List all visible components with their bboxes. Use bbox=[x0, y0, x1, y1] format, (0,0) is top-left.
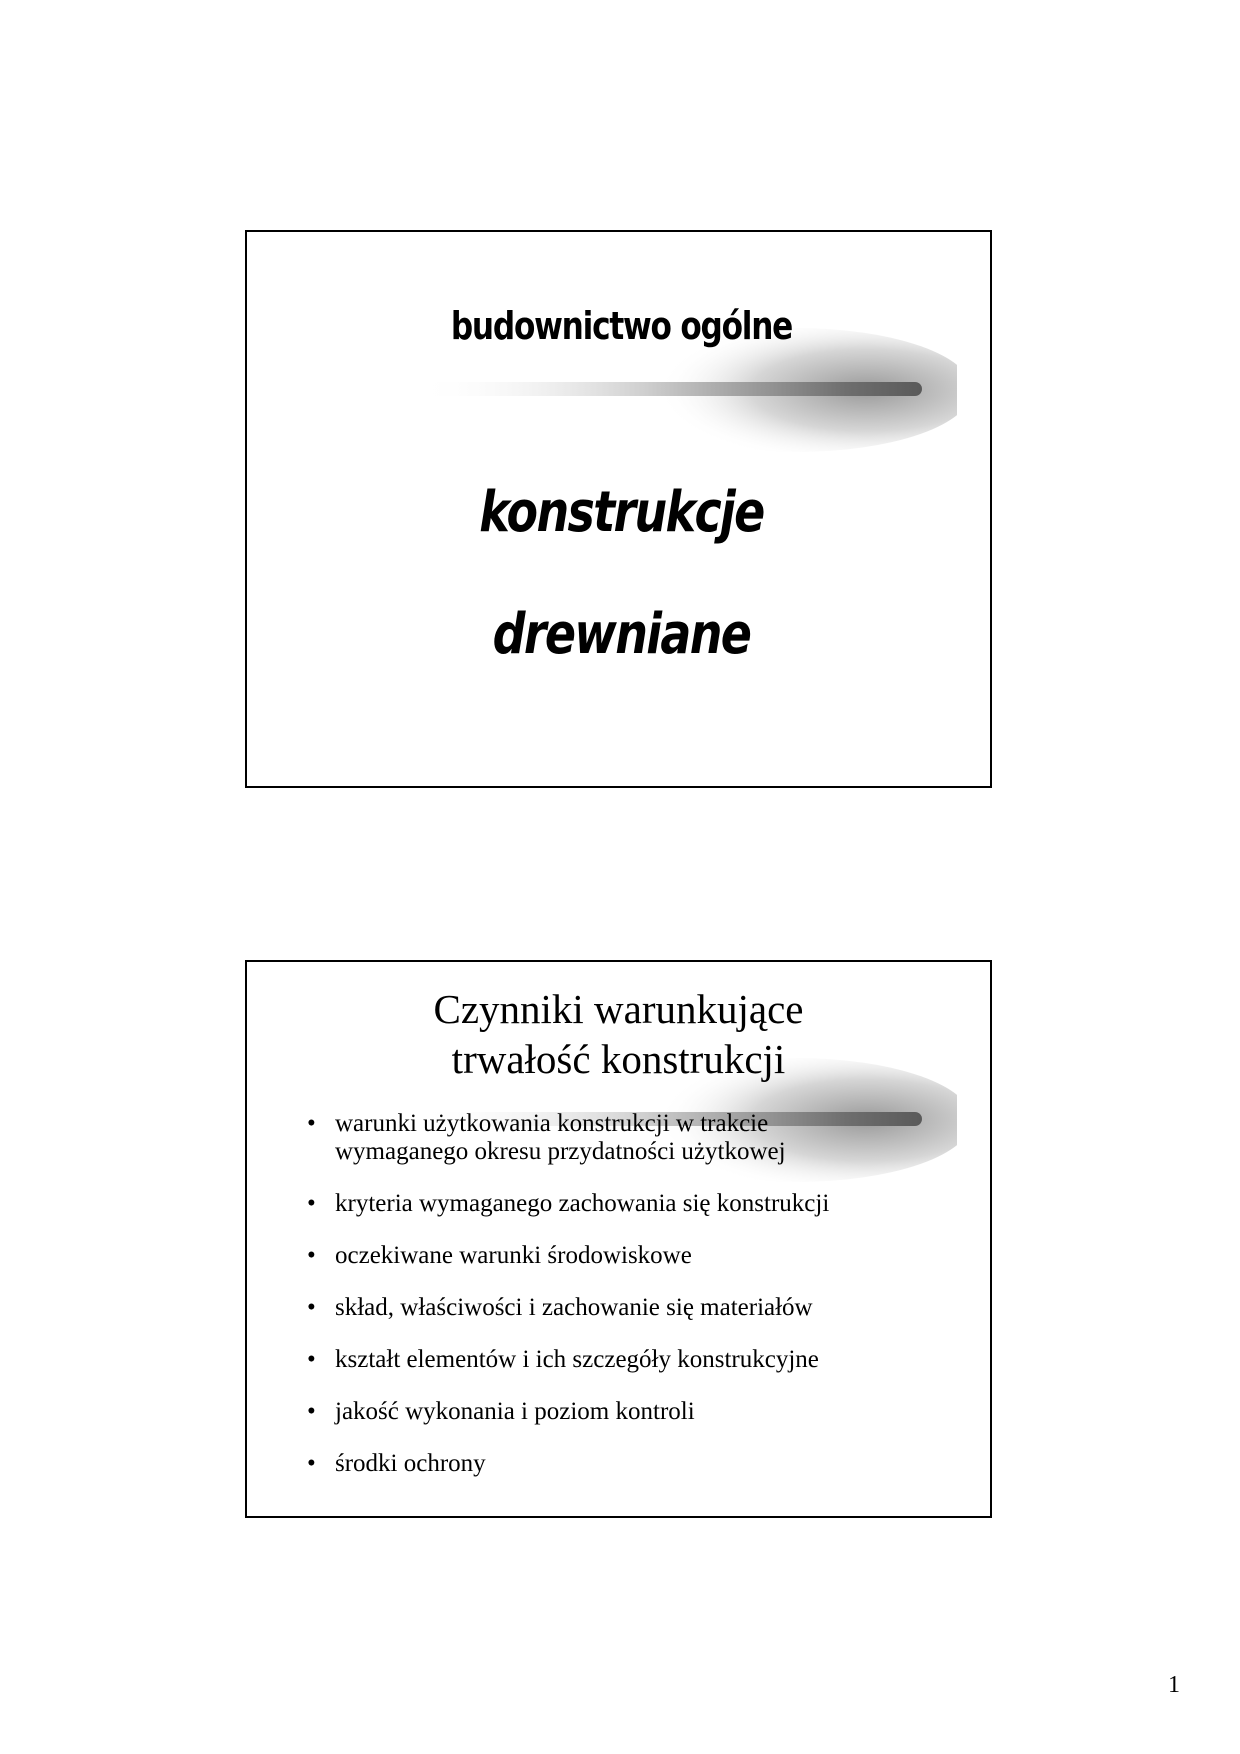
slide-title bbox=[245, 230, 992, 788]
bullet-text: jakość wykonania i poziom kontroli bbox=[335, 1398, 695, 1425]
bullet-dot: • bbox=[307, 1346, 316, 1373]
slide-heading-line: konstrukcje bbox=[479, 480, 764, 545]
slide-heading-line: drewniane bbox=[492, 602, 751, 667]
bullet-item bbox=[307, 1110, 927, 1166]
slide-course-title: budownictwo ogólne bbox=[450, 304, 793, 348]
bullet-dot: • bbox=[307, 1450, 316, 1477]
bullet-dot: • bbox=[307, 1294, 316, 1321]
bullet-item bbox=[307, 1450, 927, 1478]
bullet-item bbox=[307, 1294, 927, 1322]
bullet-list bbox=[307, 1110, 927, 1502]
slide-heading-line: trwałość konstrukcji bbox=[451, 1036, 786, 1082]
bullet-item bbox=[307, 1346, 927, 1374]
bullet-text: kształt elementów i ich szczegóły konstrukcyjne bbox=[335, 1346, 819, 1373]
bullet-text: wymaganego okresu przydatności użytkowej bbox=[335, 1138, 786, 1165]
bullet-item bbox=[307, 1190, 927, 1218]
bullet-text: warunki użytkowania konstrukcji w trakcie bbox=[335, 1110, 769, 1137]
bullet-dot: • bbox=[307, 1110, 316, 1137]
slide-heading-line: Czynniki warunkujące bbox=[433, 986, 804, 1032]
bullet-dot: • bbox=[307, 1242, 316, 1269]
slide-factors bbox=[245, 960, 992, 1518]
bullet-item bbox=[307, 1398, 927, 1426]
bullet-text: skład, właściwości i zachowanie się materiałów bbox=[335, 1294, 813, 1321]
page-number: 1 bbox=[1168, 1672, 1180, 1698]
bullet-text: środki ochrony bbox=[335, 1450, 486, 1477]
slide-heading bbox=[247, 984, 990, 1084]
bullet-text: kryteria wymaganego zachowania się konstrukcji bbox=[335, 1190, 830, 1217]
bullet-text: oczekiwane warunki środowiskowe bbox=[335, 1242, 692, 1269]
bullet-dot: • bbox=[307, 1398, 316, 1425]
bullet-dot: • bbox=[307, 1190, 316, 1217]
bullet-item bbox=[307, 1242, 927, 1270]
